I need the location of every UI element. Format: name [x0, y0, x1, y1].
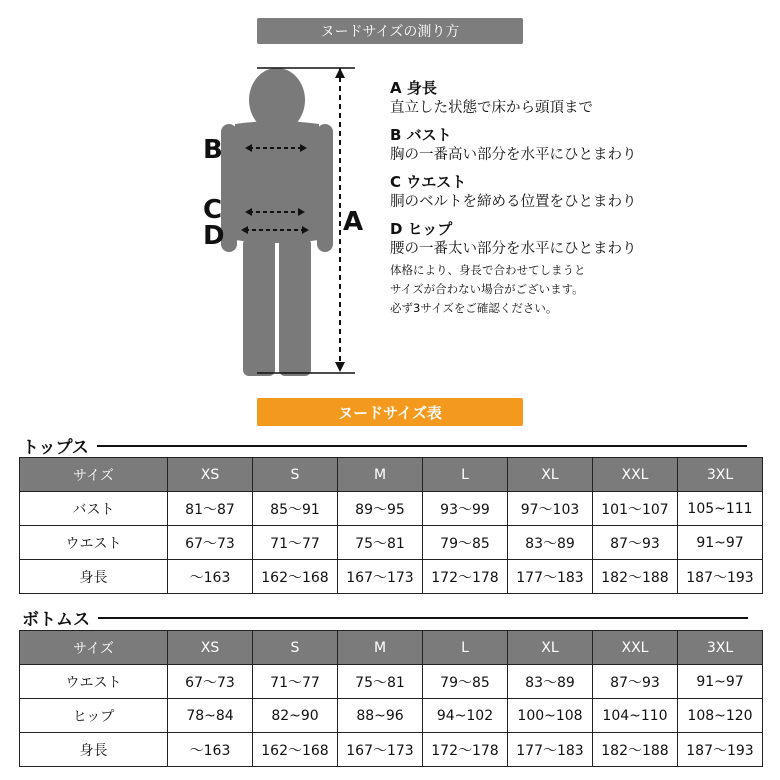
legend-title: B バスト: [390, 126, 452, 144]
table-cell: 91~97: [678, 665, 763, 699]
legend-item-hip: [390, 219, 770, 259]
tops-title-text: トップス: [22, 438, 89, 458]
section-rule: [98, 617, 748, 619]
table-cell: 177～183: [508, 733, 593, 767]
table-cell: 71～77: [253, 665, 338, 699]
header-cell: L: [423, 458, 508, 492]
row-label-cell: バスト: [20, 492, 168, 526]
legend-note: 必ず3サイズをご確認ください。: [390, 301, 558, 315]
label-c: C: [203, 195, 223, 225]
row-label-cell: 身長: [20, 560, 168, 594]
label-a: A: [343, 207, 364, 237]
legend-desc: 腰の一番太い部分を水平にひとまわり: [390, 241, 637, 257]
legend-desc: 胸の一番高い部分を水平にひとまわり: [390, 147, 637, 163]
table-cell: 75～81: [338, 526, 423, 560]
table-row: [20, 560, 763, 594]
header-cell: XS: [168, 458, 253, 492]
bottoms-size-table: [19, 630, 763, 767]
table-cell: 167～173: [338, 733, 423, 767]
table-cell: 172～178: [423, 733, 508, 767]
table-cell: 87～93: [593, 526, 678, 560]
table-row: [20, 492, 763, 526]
table-cell: 85～91: [253, 492, 338, 526]
table-cell: 172～178: [423, 560, 508, 594]
section-rule: [97, 445, 747, 447]
legend-item-waist: [390, 172, 770, 212]
header-cell: S: [253, 458, 338, 492]
table-cell: 91~97: [678, 526, 763, 560]
row-label-cell: ヒップ: [20, 699, 168, 733]
tops-section-title: [22, 433, 747, 458]
table-cell: 105~111: [678, 492, 763, 526]
legend-item-height: [390, 78, 770, 118]
table-cell: 79～85: [423, 665, 508, 699]
table-header-row: [20, 458, 763, 492]
table-cell: 67～73: [168, 526, 253, 560]
tops-size-table: [19, 457, 763, 594]
bottoms-section-title: [22, 605, 748, 630]
legend-title: D ヒップ: [390, 220, 453, 238]
header-cell: XL: [508, 631, 593, 665]
table-cell: 87～93: [593, 665, 678, 699]
table-cell: 82~90: [253, 699, 338, 733]
header-cell: M: [338, 631, 423, 665]
table-cell: 83～89: [508, 665, 593, 699]
table-cell: 89～95: [338, 492, 423, 526]
measure-guide-banner: ヌードサイズの測り方: [257, 18, 523, 44]
table-cell: 162～168: [253, 733, 338, 767]
table-cell: 83～89: [508, 526, 593, 560]
row-label-cell: ウエスト: [20, 665, 168, 699]
table-cell: 108~120: [678, 699, 763, 733]
header-cell: S: [253, 631, 338, 665]
table-cell: ～163: [168, 560, 253, 594]
table-cell: 177～183: [508, 560, 593, 594]
row-label-cell: 身長: [20, 733, 168, 767]
table-row: [20, 699, 763, 733]
table-cell: 93～99: [423, 492, 508, 526]
table-row: [20, 526, 763, 560]
row-label-cell: ウエスト: [20, 526, 168, 560]
header-cell: XS: [168, 631, 253, 665]
measurement-legend: [390, 78, 770, 318]
table-cell: 187～193: [678, 560, 763, 594]
table-cell: 67～73: [168, 665, 253, 699]
table-cell: ～163: [168, 733, 253, 767]
size-chart-banner: ヌードサイズ表: [257, 398, 523, 426]
table-cell: 167～173: [338, 560, 423, 594]
legend-desc: 胴のベルトを締める位置をひとまわり: [390, 194, 637, 210]
table-cell: 94~102: [423, 699, 508, 733]
legend-item-bust: [390, 125, 770, 165]
table-cell: 75～81: [338, 665, 423, 699]
legend-note: サイズが合わない場合がございます。: [390, 282, 584, 296]
table-cell: 182～188: [593, 560, 678, 594]
header-cell: サイズ: [20, 458, 168, 492]
table-row: [20, 665, 763, 699]
table-cell: 100~108: [508, 699, 593, 733]
legend-title: A 身長: [390, 79, 437, 97]
table-cell: 88~96: [338, 699, 423, 733]
label-b: B: [203, 135, 223, 165]
header-cell: XL: [508, 458, 593, 492]
table-cell: 97～103: [508, 492, 593, 526]
table-row: [20, 733, 763, 767]
table-header-row: [20, 631, 763, 665]
header-cell: 3XL: [678, 458, 763, 492]
header-cell: サイズ: [20, 631, 168, 665]
legend-note: 体格により、身長で合わせてしまうと: [390, 263, 586, 277]
table-cell: 187～193: [678, 733, 763, 767]
header-cell: XXL: [593, 458, 678, 492]
table-cell: 81～87: [168, 492, 253, 526]
header-cell: 3XL: [678, 631, 763, 665]
label-d: D: [203, 221, 225, 251]
header-cell: M: [338, 458, 423, 492]
legend-title: C ウエスト: [390, 173, 467, 191]
table-cell: 71～77: [253, 526, 338, 560]
table-cell: 182～188: [593, 733, 678, 767]
table-cell: 104~110: [593, 699, 678, 733]
table-cell: 101～107: [593, 492, 678, 526]
table-cell: 162～168: [253, 560, 338, 594]
bottoms-title-text: ボトムス: [22, 610, 90, 630]
header-cell: L: [423, 631, 508, 665]
header-cell: XXL: [593, 631, 678, 665]
table-cell: 79～85: [423, 526, 508, 560]
legend-desc: 直立した状態で床から頭頂まで: [390, 100, 593, 116]
table-cell: 78~84: [168, 699, 253, 733]
